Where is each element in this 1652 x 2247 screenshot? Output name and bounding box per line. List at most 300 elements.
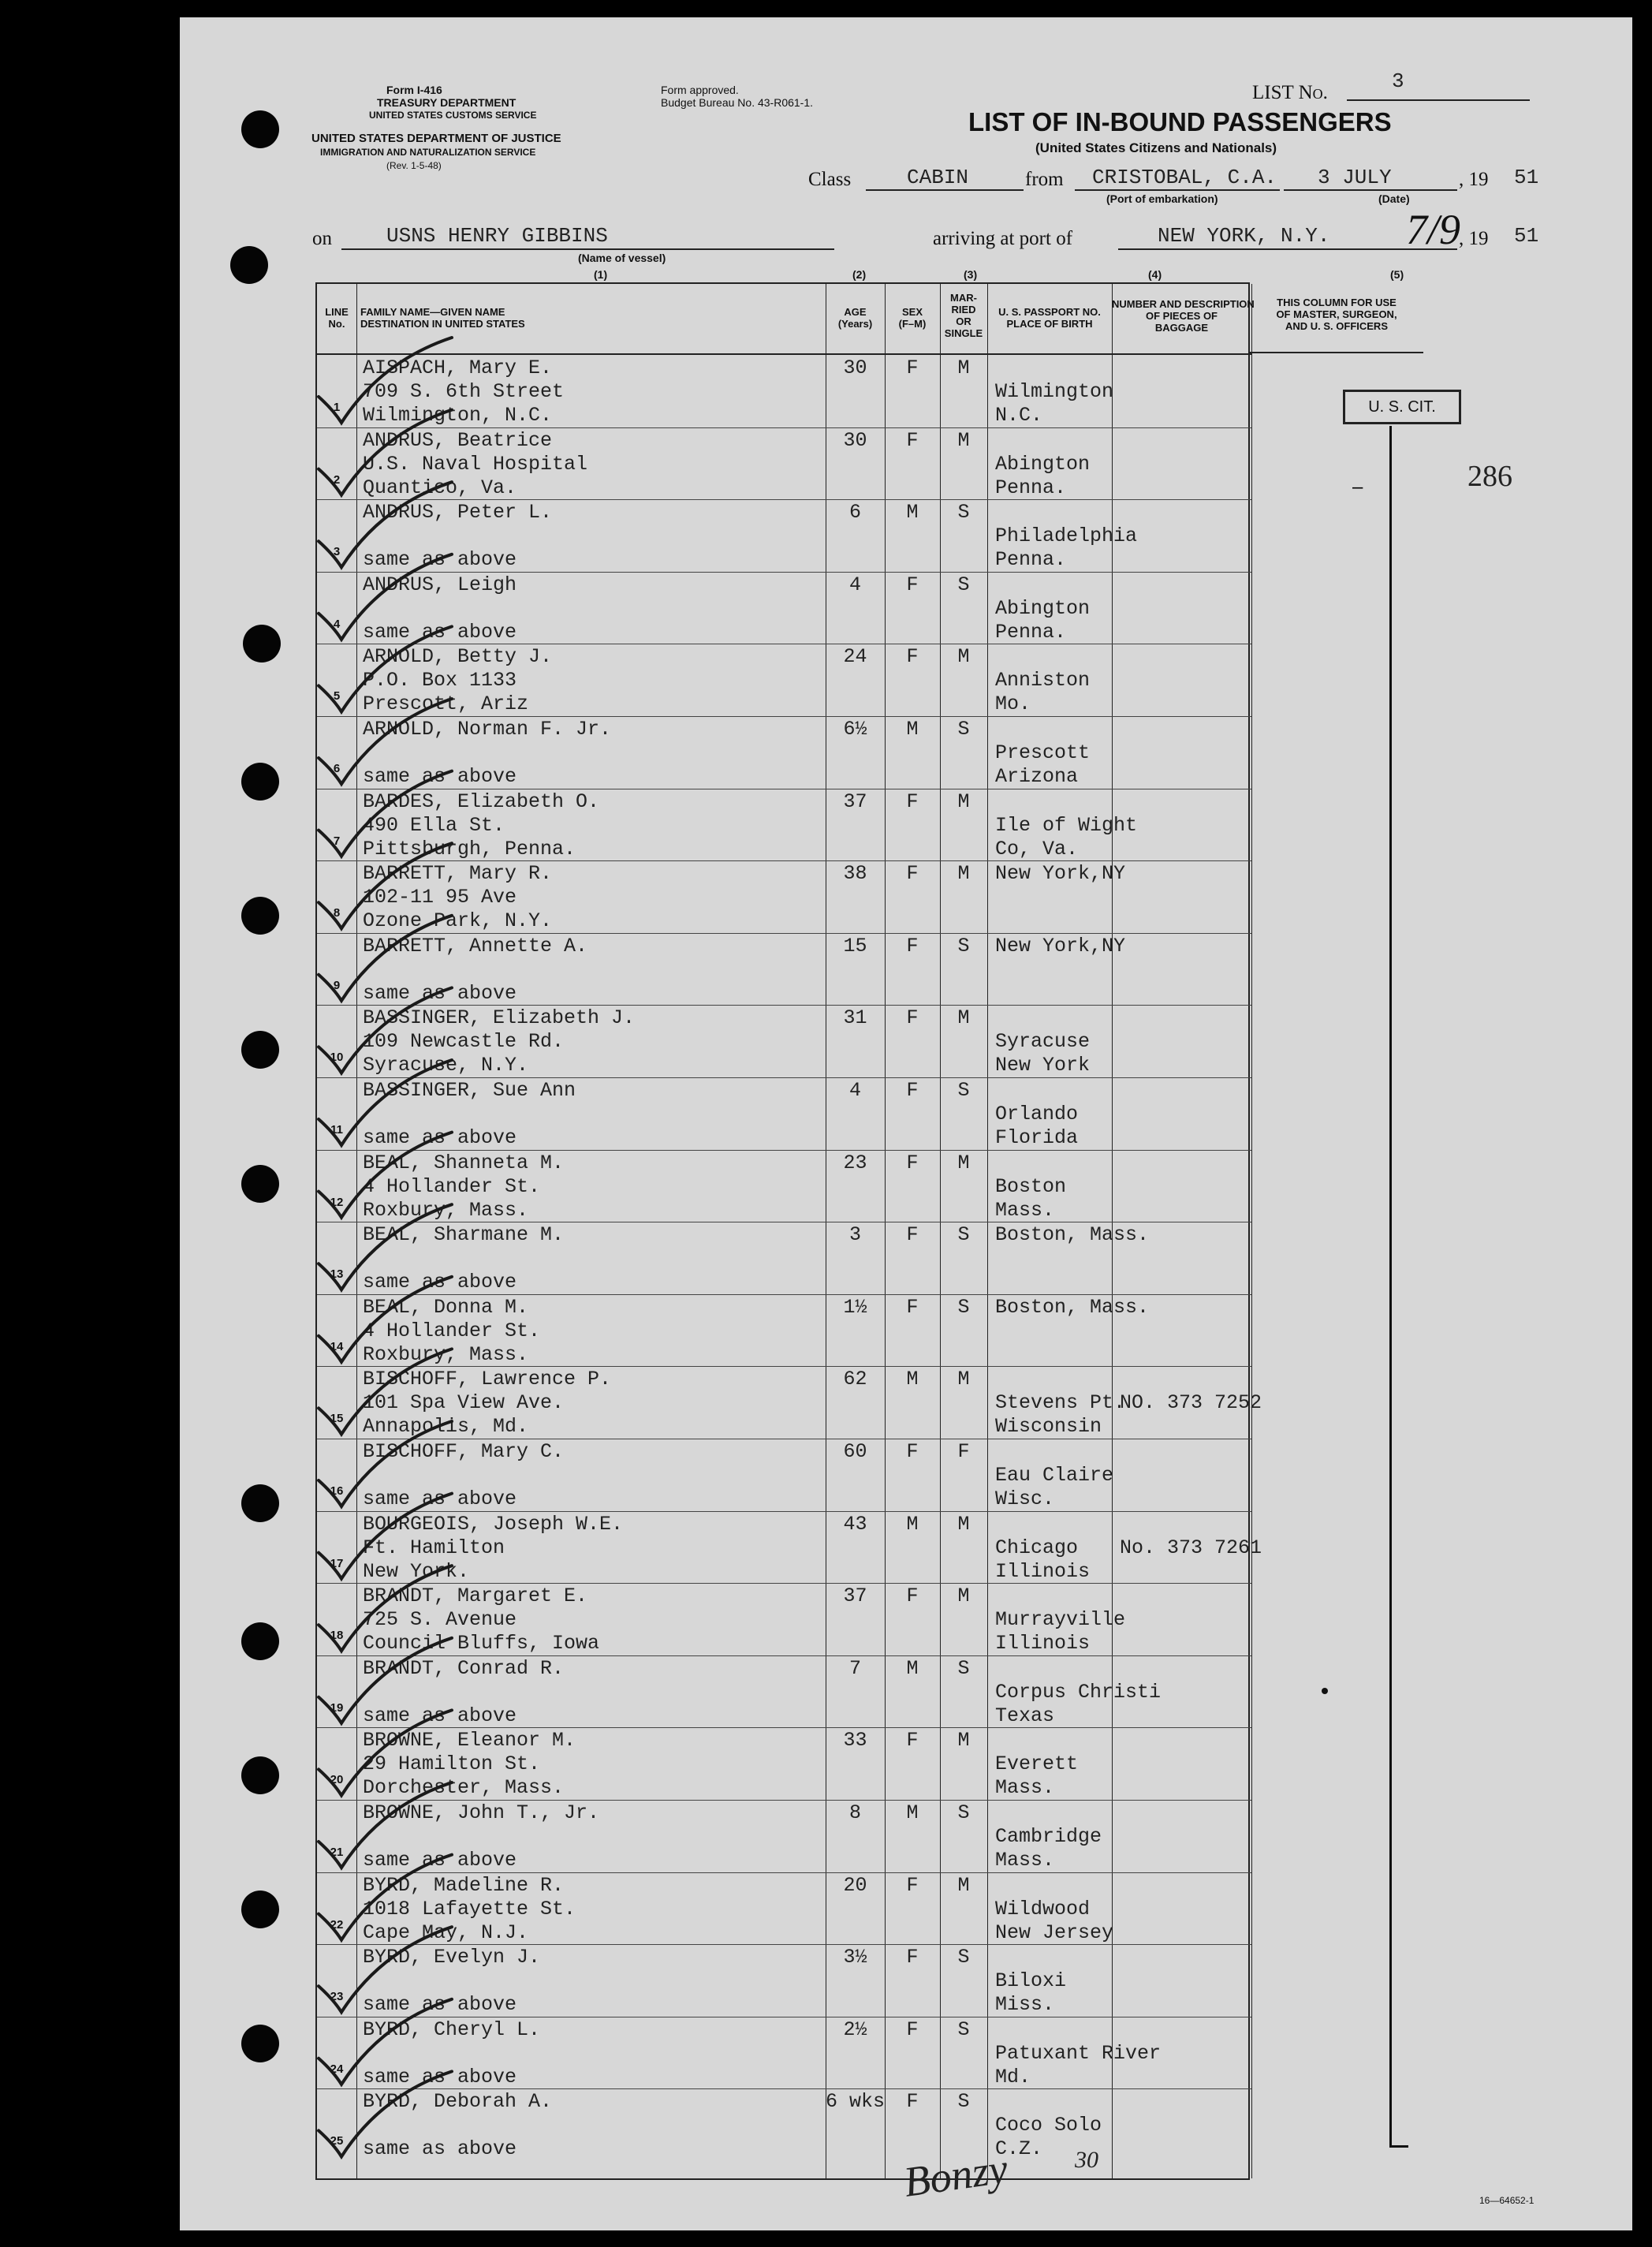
list-no: 3 xyxy=(1392,69,1404,93)
passenger-name-line: ANDRUS, Peter L. xyxy=(363,501,553,524)
row-divider xyxy=(317,1727,1251,1728)
place-of-birth-line: New Jersey xyxy=(995,1920,1114,1944)
passenger-sex: F xyxy=(906,1873,919,1897)
passenger-name-line: BARDES, Elizabeth O. xyxy=(363,789,600,813)
line-number: 14 xyxy=(330,1339,344,1353)
passenger-age: 60 xyxy=(843,1440,867,1463)
officer-dash: – xyxy=(1352,476,1363,498)
place-of-birth-line: Abington xyxy=(995,596,1091,620)
punch-hole xyxy=(241,1891,279,1928)
row-divider xyxy=(317,933,1251,934)
col-header-line: LINE No. xyxy=(325,306,349,330)
punch-hole xyxy=(241,2025,279,2062)
table-row xyxy=(317,1294,1251,1367)
passenger-name-line: 1018 Lafayette St. xyxy=(363,1897,576,1920)
passenger-sex: M xyxy=(906,718,919,741)
passenger-married-single: M xyxy=(957,1512,970,1536)
line-number: 15 xyxy=(330,1412,344,1426)
row-divider xyxy=(317,1366,1251,1367)
passenger-name-line: 101 Spa View Ave. xyxy=(363,1391,565,1415)
row-divider xyxy=(317,427,1251,428)
vessel-caption: (Name of vessel) xyxy=(578,252,666,264)
passenger-married-single: S xyxy=(957,1656,970,1680)
table-row xyxy=(317,1222,1251,1294)
passenger-age: 6 wks xyxy=(826,2090,886,2114)
passenger-sex: M xyxy=(906,1368,919,1391)
table-row xyxy=(317,1655,1251,1728)
punch-hole xyxy=(241,1031,279,1069)
passenger-name-line: same as above xyxy=(363,981,517,1005)
row-divider xyxy=(317,1655,1251,1656)
col-header-age: AGE (Years) xyxy=(837,306,873,330)
table-row xyxy=(317,1872,1251,1945)
place-of-birth-line: Penna. xyxy=(995,548,1067,572)
table-row xyxy=(317,1727,1251,1800)
punch-hole xyxy=(243,625,281,663)
arrival-year-prefix: , 19 xyxy=(1459,228,1489,249)
from-line xyxy=(1075,189,1280,191)
immigration-service: IMMIGRATION AND NATURALIZATION SERVICE xyxy=(320,147,536,158)
passenger-name-line: BYRD, Madeline R. xyxy=(363,1873,565,1897)
place-of-birth-line: Penna. xyxy=(995,620,1067,644)
passenger-sex: M xyxy=(906,501,919,524)
passenger-married-single: S xyxy=(957,934,970,957)
passenger-name-line: same as above xyxy=(363,548,517,572)
place-of-birth-line: Wisconsin xyxy=(995,1415,1102,1439)
passenger-married-single: S xyxy=(957,573,970,596)
row-divider xyxy=(317,2088,1251,2089)
passenger-married-single: M xyxy=(957,1873,970,1897)
passenger-name-line: Ozone Park, N.Y. xyxy=(363,909,553,933)
table-row xyxy=(317,860,1251,933)
passenger-age: 15 xyxy=(843,934,867,957)
passenger-married-single: S xyxy=(957,718,970,741)
place-of-birth-line: New York,NY xyxy=(995,934,1126,957)
passenger-age: 30 xyxy=(843,356,867,379)
col-number-1: (1) xyxy=(594,268,608,281)
col-header-officers: THIS COLUMN FOR USE OF MASTER, SURGEON, AND U. S. OFFICERS xyxy=(1276,297,1397,332)
date-caption: (Date) xyxy=(1378,192,1410,205)
passenger-name-line: same as above xyxy=(363,1849,517,1872)
passenger-age: 37 xyxy=(843,789,867,813)
passenger-name-line: same as above xyxy=(363,1993,517,2017)
passenger-married-single: S xyxy=(957,2017,970,2041)
passenger-age: 6½ xyxy=(843,718,867,741)
row-divider xyxy=(317,1872,1251,1873)
passenger-age: 37 xyxy=(843,1584,867,1608)
passenger-married-single: S xyxy=(957,1946,970,1969)
passenger-name-line: 725 S. Avenue xyxy=(363,1608,517,1632)
passenger-name-line: BISCHOFF, Mary C. xyxy=(363,1440,565,1463)
passenger-name-line: BRANDT, Conrad R. xyxy=(363,1656,565,1680)
passenger-name-line: BEAL, Donna M. xyxy=(363,1295,529,1319)
col-number-3: (3) xyxy=(964,268,978,281)
passenger-married-single: M xyxy=(957,645,970,669)
document-title: LIST OF IN-BOUND PASSENGERS xyxy=(968,107,1392,136)
line-number: 20 xyxy=(330,1773,344,1787)
passenger-name-line: Roxbury, Mass. xyxy=(363,1198,529,1222)
passenger-married-single: M xyxy=(957,1368,970,1391)
baggage-passport-number: No. 373 7261 xyxy=(1120,1536,1262,1559)
line-number: 24 xyxy=(330,2062,344,2076)
place-of-birth-line: Boston, Mass. xyxy=(995,1223,1150,1247)
punch-hole xyxy=(241,110,279,148)
place-of-birth-line: Biloxi xyxy=(995,1969,1067,1993)
arrival-year: 51 xyxy=(1514,224,1539,248)
passenger-sex: F xyxy=(906,1729,919,1752)
place-of-birth-line: New York,NY xyxy=(995,862,1126,886)
passenger-name-line: same as above xyxy=(363,1487,517,1510)
passenger-age: 20 xyxy=(843,1873,867,1897)
us-citizen-stamp: U. S. CIT. xyxy=(1343,390,1461,424)
passenger-married-single: M xyxy=(957,1729,970,1752)
punch-hole xyxy=(230,246,268,284)
punch-hole xyxy=(241,1756,279,1794)
passenger-sex: M xyxy=(906,1656,919,1680)
passenger-age: 43 xyxy=(843,1512,867,1536)
line-number: 1 xyxy=(333,401,341,414)
table-row xyxy=(317,572,1251,644)
table-row xyxy=(317,1800,1251,1872)
passenger-sex: F xyxy=(906,789,919,813)
vessel-name: USNS HENRY GIBBINS xyxy=(386,224,608,248)
passenger-name-line: BYRD, Evelyn J. xyxy=(363,1946,541,1969)
passenger-name-line: 29 Hamilton St. xyxy=(363,1752,541,1776)
place-of-birth-line: Ile of Wight xyxy=(995,813,1138,837)
passenger-name-line: ARNOLD, Betty J. xyxy=(363,645,553,669)
customs-service: UNITED STATES CUSTOMS SERVICE xyxy=(369,110,537,121)
line-number: 18 xyxy=(330,1629,344,1643)
line-number: 2 xyxy=(333,472,341,487)
place-of-birth-line: Stevens Pt. xyxy=(995,1391,1126,1415)
passenger-married-single: M xyxy=(957,1151,970,1174)
place-of-birth-line: Illinois xyxy=(995,1559,1091,1583)
passenger-name-line: BYRD, Deborah A. xyxy=(363,2090,553,2114)
passenger-age: 38 xyxy=(843,862,867,886)
col-header-name: FAMILY NAME—GIVEN NAME DESTINATION IN UNITED STATES xyxy=(360,306,525,330)
passenger-sex: F xyxy=(906,1006,919,1030)
punch-hole xyxy=(241,1484,279,1522)
table-row xyxy=(317,1150,1251,1222)
passenger-name-line: same as above xyxy=(363,1704,517,1727)
passenger-name-line: Roxbury, Mass. xyxy=(363,1342,529,1366)
footer-code: 16—64652-1 xyxy=(1479,2195,1535,2206)
officer-note: 286 xyxy=(1467,460,1512,493)
document-subtitle: (United States Citizens and Nationals) xyxy=(1035,140,1277,155)
class-line xyxy=(866,189,1024,191)
row-divider xyxy=(317,716,1251,717)
passenger-name-line: Annapolis, Md. xyxy=(363,1415,529,1439)
line-number: 7 xyxy=(333,834,341,848)
passenger-married-single: M xyxy=(957,789,970,813)
passenger-sex: F xyxy=(906,356,919,379)
passenger-sex: F xyxy=(906,862,919,886)
passenger-name-line: BASSINGER, Elizabeth J. xyxy=(363,1006,636,1030)
passenger-name-line: BASSINGER, Sue Ann xyxy=(363,1079,576,1102)
budget-bureau: Budget Bureau No. 43-R061-1. xyxy=(661,96,814,109)
passenger-name-line: BYRD, Cheryl L. xyxy=(363,2017,541,2041)
passenger-name-line: Council Bluffs, Iowa xyxy=(363,1632,600,1655)
punch-hole xyxy=(241,897,279,935)
manifest-page xyxy=(180,17,1632,2230)
place-of-birth-line: Florida xyxy=(995,1126,1079,1149)
passenger-name-line: 4 Hollander St. xyxy=(363,1319,541,1342)
line-number: 9 xyxy=(333,978,341,992)
place-of-birth-line: Patuxant River xyxy=(995,2041,1162,2065)
passenger-sex: M xyxy=(906,1512,919,1536)
line-number: 12 xyxy=(330,1195,344,1209)
list-no-label: LIST No. xyxy=(1252,82,1328,103)
passenger-married-single: S xyxy=(957,2090,970,2114)
place-of-birth-line: Abington xyxy=(995,452,1091,476)
row-divider xyxy=(317,572,1251,573)
passenger-sex: F xyxy=(906,428,919,452)
place-of-birth-line: Md. xyxy=(995,2065,1031,2088)
row-divider xyxy=(317,1800,1251,1801)
place-of-birth-line: Murrayville xyxy=(995,1608,1126,1632)
embarkation-date: 3 JULY xyxy=(1318,166,1392,189)
place-of-birth-line: Eau Claire xyxy=(995,1464,1114,1487)
passenger-age: 33 xyxy=(843,1729,867,1752)
passenger-name-line: same as above xyxy=(363,765,517,788)
place-of-birth-line: Mass. xyxy=(995,1198,1055,1222)
passenger-name-line: 102-11 95 Ave xyxy=(363,886,517,909)
col-number-5: (5) xyxy=(1390,268,1404,281)
place-of-birth-line: Mass. xyxy=(995,1776,1055,1800)
treasury-department: TREASURY DEPARTMENT xyxy=(377,96,516,109)
table-row xyxy=(317,499,1251,572)
place-of-birth-line: Syracuse xyxy=(995,1030,1091,1054)
passenger-married-single: S xyxy=(957,1295,970,1319)
passenger-name-line: BEAL, Shanneta M. xyxy=(363,1151,565,1174)
passenger-sex: F xyxy=(906,1151,919,1174)
passenger-name-line: BRANDT, Margaret E. xyxy=(363,1584,588,1608)
passenger-name-line: Dorchester, Mass. xyxy=(363,1776,565,1800)
table-row xyxy=(317,1439,1251,1511)
passenger-sex: F xyxy=(906,1295,919,1319)
table-row xyxy=(317,644,1251,716)
table-row xyxy=(317,933,1251,1006)
row-divider xyxy=(317,1944,1251,1945)
place-of-birth-line: Corpus Christi xyxy=(995,1680,1162,1704)
passenger-age: 3 xyxy=(848,1223,861,1247)
place-of-birth-line: Mo. xyxy=(995,692,1031,716)
passenger-name-line: ARNOLD, Norman F. Jr. xyxy=(363,718,612,741)
line-number: 19 xyxy=(330,1700,344,1715)
list-no-line xyxy=(1347,99,1530,101)
place-of-birth-line: Orlando xyxy=(995,1103,1079,1125)
passenger-sex: F xyxy=(906,2017,919,2041)
place-of-birth-line: Anniston xyxy=(995,669,1091,692)
passenger-name-line: same as above xyxy=(363,2065,517,2088)
table-row xyxy=(317,355,1251,427)
passenger-married-single: S xyxy=(957,1223,970,1247)
col-header-passport: U. S. PASSPORT NO. PLACE OF BIRTH xyxy=(998,306,1101,330)
table-row xyxy=(317,1077,1251,1150)
passenger-name-line: same as above xyxy=(363,2137,517,2161)
form-approved: Form approved. xyxy=(661,84,739,96)
passenger-name-line: AISPACH, Mary E. xyxy=(363,356,553,379)
passenger-sex: F xyxy=(906,1946,919,1969)
col-number-2: (2) xyxy=(852,268,867,281)
line-number: 3 xyxy=(333,545,341,559)
baggage-passport-number: NO. 373 7252 xyxy=(1120,1391,1262,1415)
passenger-name-line: same as above xyxy=(363,1126,517,1149)
passenger-sex: F xyxy=(906,1079,919,1102)
table-row xyxy=(317,2017,1251,2089)
year-prefix: , 19 xyxy=(1459,169,1489,190)
passenger-name-line: BOURGEOIS, Joseph W.E. xyxy=(363,1512,624,1536)
embarkation-year: 51 xyxy=(1514,166,1539,189)
place-of-birth-line: Boston xyxy=(995,1174,1067,1198)
passenger-name-line: New York. xyxy=(363,1559,470,1583)
table-row xyxy=(317,789,1251,861)
passenger-sex: M xyxy=(906,1801,919,1824)
class-label: Class xyxy=(808,169,852,190)
ink-dot xyxy=(1322,1688,1328,1694)
passenger-age: 30 xyxy=(843,428,867,452)
passenger-name-line: Cape May, N.J. xyxy=(363,1920,529,1944)
passenger-name-line: Ft. Hamilton xyxy=(363,1536,505,1559)
arriving-label: arriving at port of xyxy=(933,228,1073,249)
bracket-line xyxy=(1389,426,1392,2145)
col-header-married: MAR- RIED OR SINGLE xyxy=(944,292,983,339)
table-row xyxy=(317,2088,1251,2161)
passenger-married-single: M xyxy=(957,428,970,452)
passenger-married-single: S xyxy=(957,1079,970,1102)
date-line xyxy=(1284,189,1457,191)
port-of-embarkation-caption: (Port of embarkation) xyxy=(1106,192,1218,205)
place-of-birth-line: Boston, Mass. xyxy=(995,1295,1150,1319)
signature-number: 30 xyxy=(1075,2147,1098,2173)
passenger-name-line: 709 S. 6th Street xyxy=(363,380,565,403)
passenger-name-line: BARRETT, Mary R. xyxy=(363,862,553,886)
row-divider xyxy=(317,1511,1251,1512)
line-number: 22 xyxy=(330,1917,344,1932)
passenger-age: 4 xyxy=(848,573,861,596)
place-of-birth-line: Wisc. xyxy=(995,1487,1055,1510)
place-of-birth-line: Illinois xyxy=(995,1632,1091,1655)
place-of-birth-line: Philadelphia xyxy=(995,524,1138,548)
passenger-name-line: ANDRUS, Leigh xyxy=(363,573,517,596)
place-of-birth-line: Cambridge xyxy=(995,1825,1102,1848)
table-row xyxy=(317,1366,1262,1439)
passenger-age: 8 xyxy=(848,1801,861,1824)
punch-hole xyxy=(241,1165,279,1203)
passenger-married-single: M xyxy=(957,1584,970,1608)
col-header-sex: SEX (F–M) xyxy=(898,306,927,330)
passenger-sex: F xyxy=(906,645,919,669)
passenger-name-line: Quantico, Va. xyxy=(363,476,517,499)
officer-signature: Bonzy xyxy=(901,2144,1011,2206)
passenger-age: 7 xyxy=(848,1656,861,1680)
passenger-name-line: Syracuse, N.Y. xyxy=(363,1054,529,1077)
passenger-name-line: BARRETT, Annette A. xyxy=(363,934,588,957)
row-divider xyxy=(317,1005,1251,1006)
line-number: 4 xyxy=(333,617,341,631)
passenger-age: 31 xyxy=(843,1006,867,1030)
row-divider xyxy=(317,1077,1251,1078)
passenger-name-line: U.S. Naval Hospital xyxy=(363,452,588,476)
place-of-birth-line: Wilmington xyxy=(995,380,1114,403)
place-of-birth-line: Arizona xyxy=(995,765,1079,788)
place-of-birth-line: Everett xyxy=(995,1752,1079,1776)
passenger-age: 4 xyxy=(848,1079,861,1102)
arrival-date: 7/9 xyxy=(1406,206,1461,253)
passenger-sex: F xyxy=(906,2090,919,2114)
port-of-arrival: NEW YORK, N.Y. xyxy=(1158,224,1330,248)
row-divider xyxy=(317,860,1251,861)
officers-header-divider xyxy=(1250,352,1423,353)
line-number: 11 xyxy=(330,1123,343,1137)
passenger-name-line: Wilmington, N.C. xyxy=(363,404,553,427)
table-row xyxy=(317,427,1251,500)
class-value: CABIN xyxy=(907,166,969,189)
col-divider xyxy=(1251,284,1252,2178)
row-divider xyxy=(317,1583,1251,1584)
place-of-birth-line: Mass. xyxy=(995,1849,1055,1872)
passenger-name-line: Prescott, Ariz xyxy=(363,692,529,716)
passenger-name-line: same as above xyxy=(363,1271,517,1294)
form-number: Form I-416 xyxy=(386,84,442,96)
passenger-married-single: S xyxy=(957,1801,970,1824)
table-row xyxy=(317,1511,1262,1584)
place-of-birth-line: Co, Va. xyxy=(995,837,1079,860)
col-number-4: (4) xyxy=(1148,268,1162,281)
passenger-sex: F xyxy=(906,1584,919,1608)
place-of-birth-line: Coco Solo xyxy=(995,2114,1102,2137)
line-number: 21 xyxy=(330,1846,344,1859)
passenger-age: 62 xyxy=(843,1368,867,1391)
bracket-foot xyxy=(1389,2145,1408,2148)
passenger-name-line: BROWNE, Eleanor M. xyxy=(363,1729,576,1752)
place-of-birth-line: Texas xyxy=(995,1704,1055,1727)
passenger-table xyxy=(315,282,1262,2180)
justice-department: UNITED STATES DEPARTMENT OF JUSTICE xyxy=(311,132,561,145)
place-of-birth-line: N.C. xyxy=(995,404,1043,427)
passenger-married-single: M xyxy=(957,862,970,886)
port-of-embarkation: CRISTOBAL, C.A. xyxy=(1092,166,1277,189)
passenger-name-line: 490 Ella St. xyxy=(363,813,505,837)
passenger-name-line: 109 Newcastle Rd. xyxy=(363,1030,565,1054)
from-label: from xyxy=(1025,169,1064,190)
place-of-birth-line: Prescott xyxy=(995,741,1091,764)
line-number: 5 xyxy=(333,689,341,704)
passenger-married-single: M xyxy=(957,356,970,379)
passenger-sex: F xyxy=(906,1223,919,1247)
passenger-age: 24 xyxy=(843,645,867,669)
passenger-married-single: S xyxy=(957,501,970,524)
passenger-age: 1½ xyxy=(843,1295,867,1319)
passenger-name-line: 4 Hollander St. xyxy=(363,1174,541,1198)
line-number: 16 xyxy=(330,1484,344,1498)
place-of-birth-line: C.Z. xyxy=(995,2137,1043,2161)
place-of-birth-line: New York xyxy=(995,1054,1091,1077)
punch-hole xyxy=(241,763,279,801)
passenger-married-single: F xyxy=(957,1440,970,1463)
punch-hole xyxy=(241,1622,279,1660)
passenger-age: 2½ xyxy=(843,2017,867,2041)
row-divider xyxy=(317,499,1251,500)
line-number: 23 xyxy=(330,1990,344,2004)
passenger-name-line: BROWNE, John T., Jr. xyxy=(363,1801,600,1824)
line-number: 6 xyxy=(333,762,341,775)
on-label: on xyxy=(312,228,332,249)
place-of-birth-line: Miss. xyxy=(995,1993,1055,2017)
col-header-baggage: NUMBER AND DESCRIPTION OF PIECES OF BAGGAGE xyxy=(1112,298,1255,334)
line-number: 17 xyxy=(330,1556,344,1570)
passenger-sex: F xyxy=(906,934,919,957)
